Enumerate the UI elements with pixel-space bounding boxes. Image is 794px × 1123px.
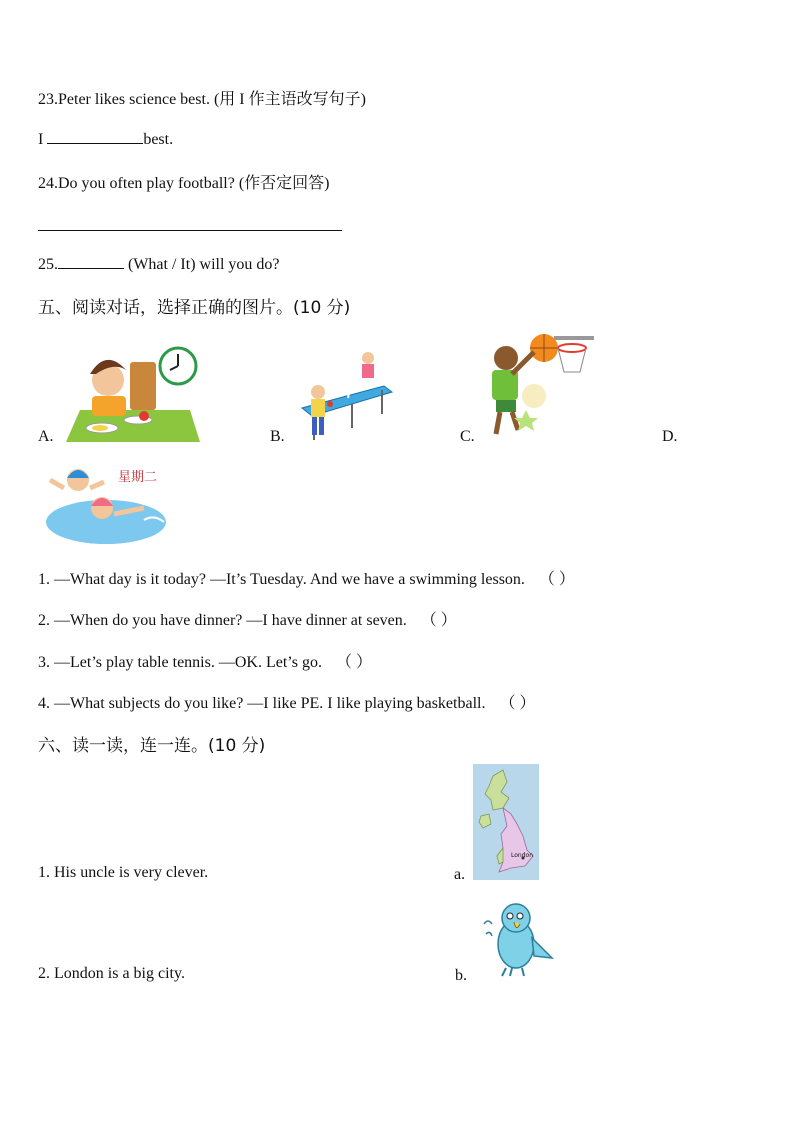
q25-line	[38, 254, 280, 274]
s5-question-1-answer[interactable]: （ ）	[538, 571, 575, 588]
s5-question-4	[38, 690, 535, 713]
s5-question-3-text: 3. —Let’s play table tennis. —OK. Let’s go.	[38, 654, 322, 671]
map-label-london: London	[511, 852, 533, 859]
s5-question-1	[38, 566, 575, 589]
q25-blank[interactable]	[58, 254, 124, 269]
option-c-label: C.	[460, 428, 475, 445]
s5-question-4-text: 4. —What subjects do you like? —I like PE. I like playing basketball.	[38, 695, 486, 712]
s6-letter-a[interactable]: a.	[454, 866, 466, 883]
picture-b-parrot	[476, 898, 556, 980]
s5-question-3	[38, 649, 372, 672]
q23-suffix: best.	[143, 131, 174, 148]
picture-a-dinner	[66, 344, 202, 444]
swim-caption: 星期二	[118, 470, 158, 485]
s5-question-4-answer[interactable]: （ ）	[499, 695, 536, 712]
picture-c-basketball	[482, 330, 598, 442]
q23-text: 23.Peter likes science best. (用 I 作主语改写句子)	[38, 91, 366, 108]
s6-sentence-2[interactable]: 2. London is a big city.	[38, 965, 185, 982]
option-d-label: D.	[662, 428, 678, 445]
s6-sentence-1[interactable]: 1. His uncle is very clever.	[38, 864, 209, 881]
s5-question-2	[38, 607, 457, 630]
q23-blank[interactable]	[47, 129, 143, 144]
q25-suffix: (What / It) will you do?	[128, 256, 280, 273]
section5-title: 五、阅读对话，选择正确的图片。(10 分)	[38, 298, 351, 318]
q24-answer-blank[interactable]	[38, 216, 342, 231]
q23-answer-line	[38, 129, 173, 149]
s6-letter-b[interactable]: b.	[455, 967, 467, 984]
picture-b-table-tennis	[292, 348, 394, 444]
s5-question-2-text: 2. —When do you have dinner? —I have dinner at seven.	[38, 612, 407, 629]
q23-prefix: I	[38, 131, 44, 148]
s5-question-2-answer[interactable]: （ ）	[420, 612, 457, 629]
s5-question-3-answer[interactable]: （ ）	[335, 654, 372, 671]
s5-question-1-text: 1. —What day is it today? —It’s Tuesday. And we have a swimming lesson.	[38, 571, 525, 588]
q25-prefix: 25.	[38, 256, 58, 273]
option-a-label: A.	[38, 428, 54, 445]
picture-a-uk-map	[473, 764, 539, 880]
section6-title: 六、读一读，连一连。(10 分)	[38, 736, 266, 756]
option-b-label: B.	[270, 428, 285, 445]
q24-text: 24.Do you often play football? (作否定回答)	[38, 175, 330, 192]
